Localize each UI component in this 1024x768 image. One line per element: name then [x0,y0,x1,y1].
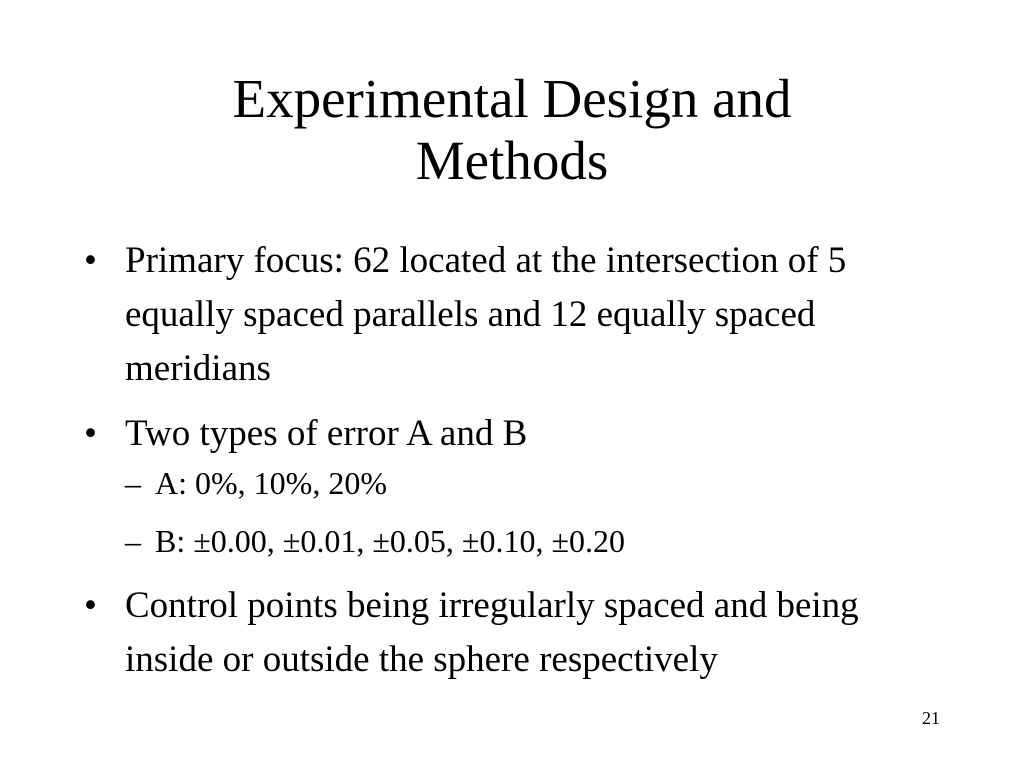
slide-title [90,68,934,192]
sub-bullet-list [125,463,944,561]
bullet-item-control-points [84,579,944,687]
bullet-marker: • [84,413,97,454]
sub-bullet-text: A: 0%, 10%, 20% [155,465,387,501]
bullet-item-primary-focus [84,234,944,396]
sub-bullet-item-error-b [125,521,944,561]
sub-bullet-marker: – [125,465,141,501]
sub-bullet-item-error-a [125,463,944,503]
bullet-text: Control points being irregularly spaced and being inside or outside the sphere respectively [125,585,859,680]
sub-bullet-text: B: ±0.00, ±0.01, ±0.05, ±0.10, ±0.20 [155,523,626,559]
sub-bullet-marker: – [125,523,141,559]
page-number: 21 [922,708,940,728]
bullet-list [84,234,944,698]
slide-title-line-1: Experimental Design and [232,68,792,129]
bullet-text: Two types of error A and B [125,413,528,454]
bullet-item-error-types [84,407,944,561]
bullet-marker: • [84,240,97,281]
bullet-marker: • [84,585,97,626]
bullet-text: Primary focus: 62 located at the intersection of 5 equally spaced parallels and 12 equally spaced meridians [125,240,847,389]
slide-title-line-2: Methods [415,130,609,191]
